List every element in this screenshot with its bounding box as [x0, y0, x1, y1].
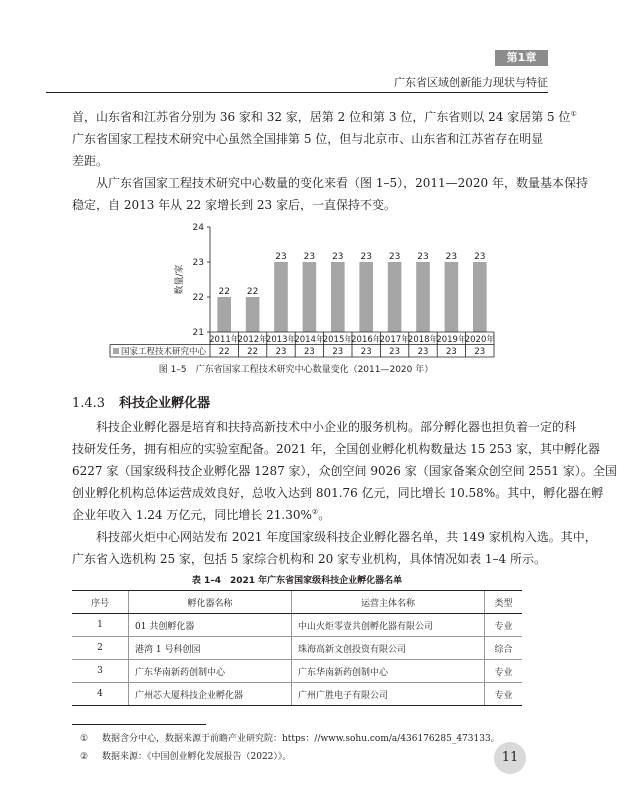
footnote-2 — [80, 749, 291, 762]
x-tick-label: 2015年 — [322, 335, 353, 345]
bar — [473, 262, 487, 332]
footnote-mark: ② — [80, 752, 89, 762]
para3-line-2: 技研发任务，拥有相应的实验室配备。2021 年，全国创业孵化机构数量达 15 253 家，其中孵化器 — [72, 442, 600, 456]
table-cell: 2 — [72, 637, 129, 660]
table-value: 23 — [417, 347, 429, 357]
para1-line-1: 首，山东省和江苏省分别为 36 家和 32 家，居第 2 位和第 3 位，广东省则以 24 家居第 5 位 — [72, 110, 571, 124]
table-cell: 广东华南新药创制中心 — [129, 660, 292, 683]
y-tick-label: 23 — [192, 258, 204, 268]
table-cell: 中山火炬零壹共创孵化器有限公司 — [292, 614, 485, 637]
para4-line-2: 广东省入选机构 25 家，包括 5 家综合机构和 20 家专业机构，具体情况如表 1–4 所示。 — [72, 552, 546, 566]
table-value: 23 — [360, 347, 372, 357]
table-cell: 广州芯大厦科技企业孵化器 — [129, 683, 292, 706]
table-cell: 广州广胜电子有限公司 — [292, 683, 485, 706]
para4-line-1: 科技部火炬中心网站发布 2021 年度国家级科技企业孵化器名单，共 149 家机构入选。其中， — [96, 530, 597, 544]
paragraph-4 — [72, 526, 597, 570]
chapter-tab: 第1章 — [495, 50, 548, 66]
para3-line-4: 创业孵化机构总体运营成效良好，总收入达到 801.76 亿元，同比增长 10.58%。其中，孵化器在孵 — [72, 486, 604, 500]
table-cell: 01 共创孵化器 — [129, 614, 292, 637]
para3-line-1: 科技企业孵化器是培育和扶持高新技术中小企业的服务机构。部分孵化器也担负着一定的科 — [96, 420, 577, 434]
bar — [416, 262, 430, 332]
table-value: 23 — [389, 347, 401, 357]
figure-caption: 图 1–5 广东省国家工程技术研究中心数量变化（2011—2020 年） — [158, 365, 434, 375]
table-cell: 专业 — [485, 683, 523, 706]
table-value: 23 — [332, 347, 344, 357]
table-cell: 综合 — [485, 637, 523, 660]
bar — [246, 297, 260, 332]
x-tick-label: 2019年 — [436, 335, 467, 345]
bar-value-label: 23 — [388, 252, 401, 262]
para1-line-3: 差距。 — [72, 154, 109, 168]
incubator-table — [72, 590, 522, 706]
footnote-rule — [72, 724, 206, 725]
y-tick-label: 22 — [192, 293, 204, 303]
bar — [359, 262, 373, 332]
section-number: 1.4.3 — [72, 396, 106, 411]
footnote-text: 数据来源：《中国创业孵化发展报告（2022）》。 — [102, 752, 292, 762]
section-title: 科技企业孵化器 — [119, 396, 211, 411]
para3-tail: 。 — [318, 508, 331, 522]
bar — [303, 262, 317, 332]
para3-line-3: 6227 家（国家级科技企业孵化器 1287 家），众创空间 9026 家（国家备案众创空间 2551 家）。全国 — [72, 464, 617, 478]
table-row — [72, 683, 522, 706]
x-tick-label: 2012年 — [237, 335, 268, 345]
footnote-ref-1: ① — [570, 110, 577, 118]
table-cell: 1 — [72, 614, 129, 637]
table-header-cell: 类型 — [485, 591, 523, 614]
para1-line-2: 广东省国家工程技术研究中心虽然全国排第 5 位，但与北京市、山东省和江苏省存在明显 — [72, 132, 544, 146]
bar — [445, 262, 459, 332]
y-axis-label: 数量/家 — [175, 264, 185, 295]
table-cell: 4 — [72, 683, 129, 706]
bar-value-label: 22 — [218, 287, 230, 297]
table-cell: 3 — [72, 660, 129, 683]
table-value: 23 — [275, 347, 287, 357]
table-cell: 专业 — [485, 660, 523, 683]
table-cell: 专业 — [485, 614, 523, 637]
bar-chart — [100, 212, 500, 360]
table-row — [72, 614, 522, 637]
table-cell: 珠海高新文创投资有限公司 — [292, 637, 485, 660]
bar-value-label: 23 — [275, 252, 287, 262]
bar-value-label: 23 — [332, 252, 344, 262]
footnote-text: 数据含分中心，数据来源于前瞻产业研究院：https：//www.sohu.com/a/436176285_473133。 — [102, 734, 500, 744]
bar-value-label: 23 — [445, 252, 458, 262]
x-tick-label: 2017年 — [379, 335, 410, 345]
bar-value-label: 23 — [360, 252, 372, 262]
section-heading — [72, 392, 210, 411]
table-header-cell: 序号 — [72, 591, 129, 614]
para2-line-1: 从广东省国家工程技术研究中心数量的变化来看（图 1–5），2011—2020 年，数量基本保持 — [96, 176, 588, 190]
table-cell: 港湾 1 号科创园 — [129, 637, 292, 660]
page-number: 11 — [494, 742, 526, 774]
x-tick-label: 2020年 — [464, 335, 495, 345]
table-value: 23 — [445, 347, 457, 357]
table-value: 22 — [218, 347, 230, 357]
bar — [331, 262, 345, 332]
paragraph-3 — [72, 416, 617, 526]
bar-value-label: 22 — [246, 287, 259, 297]
table-row — [72, 637, 522, 660]
table-header-cell: 运营主体名称 — [292, 591, 485, 614]
para3-line-5: 企业年收入 1.24 万亿元，同比增长 21.30% — [72, 508, 312, 522]
table-value: 23 — [303, 347, 315, 357]
bar — [274, 262, 288, 332]
header-rule — [46, 92, 548, 93]
table-value: 23 — [474, 347, 486, 357]
bar-value-label: 23 — [303, 252, 316, 262]
x-tick-label: 2011年 — [209, 335, 240, 345]
bar — [217, 297, 231, 332]
table-value: 22 — [247, 347, 259, 357]
x-tick-label: 2013年 — [265, 335, 297, 345]
x-tick-label: 2014年 — [294, 335, 325, 345]
table-row — [72, 660, 522, 683]
x-tick-label: 2018年 — [407, 335, 439, 345]
table-header-cell: 孵化器名称 — [129, 591, 292, 614]
footnote-mark: ① — [80, 734, 89, 744]
para2-line-2: 稳定，自 2013 年从 22 家增长到 23 家后，一直保持不变。 — [72, 198, 396, 212]
bar — [388, 262, 402, 332]
footnote-ref-2: ② — [311, 508, 319, 516]
footnote-1 — [80, 731, 500, 744]
legend-swatch — [113, 348, 119, 354]
table-cell: 广东华南新药创制中心 — [292, 660, 485, 683]
table-header-row — [72, 591, 522, 614]
y-tick-label: 24 — [192, 223, 204, 233]
y-tick-label: 21 — [192, 328, 204, 338]
paragraph-1 — [72, 106, 577, 172]
x-tick-label: 2016年 — [351, 335, 382, 345]
bar-value-label: 23 — [474, 252, 486, 262]
table-caption: 表 1–4 2021 年广东省国家级科技企业孵化器名单 — [191, 576, 403, 586]
legend-series-name: 国家工程技术研究中心 — [121, 347, 207, 357]
running-head: 广东省区域创新能力现状与特征 — [394, 76, 548, 89]
bar-value-label: 23 — [417, 252, 429, 262]
paragraph-2 — [72, 172, 588, 216]
